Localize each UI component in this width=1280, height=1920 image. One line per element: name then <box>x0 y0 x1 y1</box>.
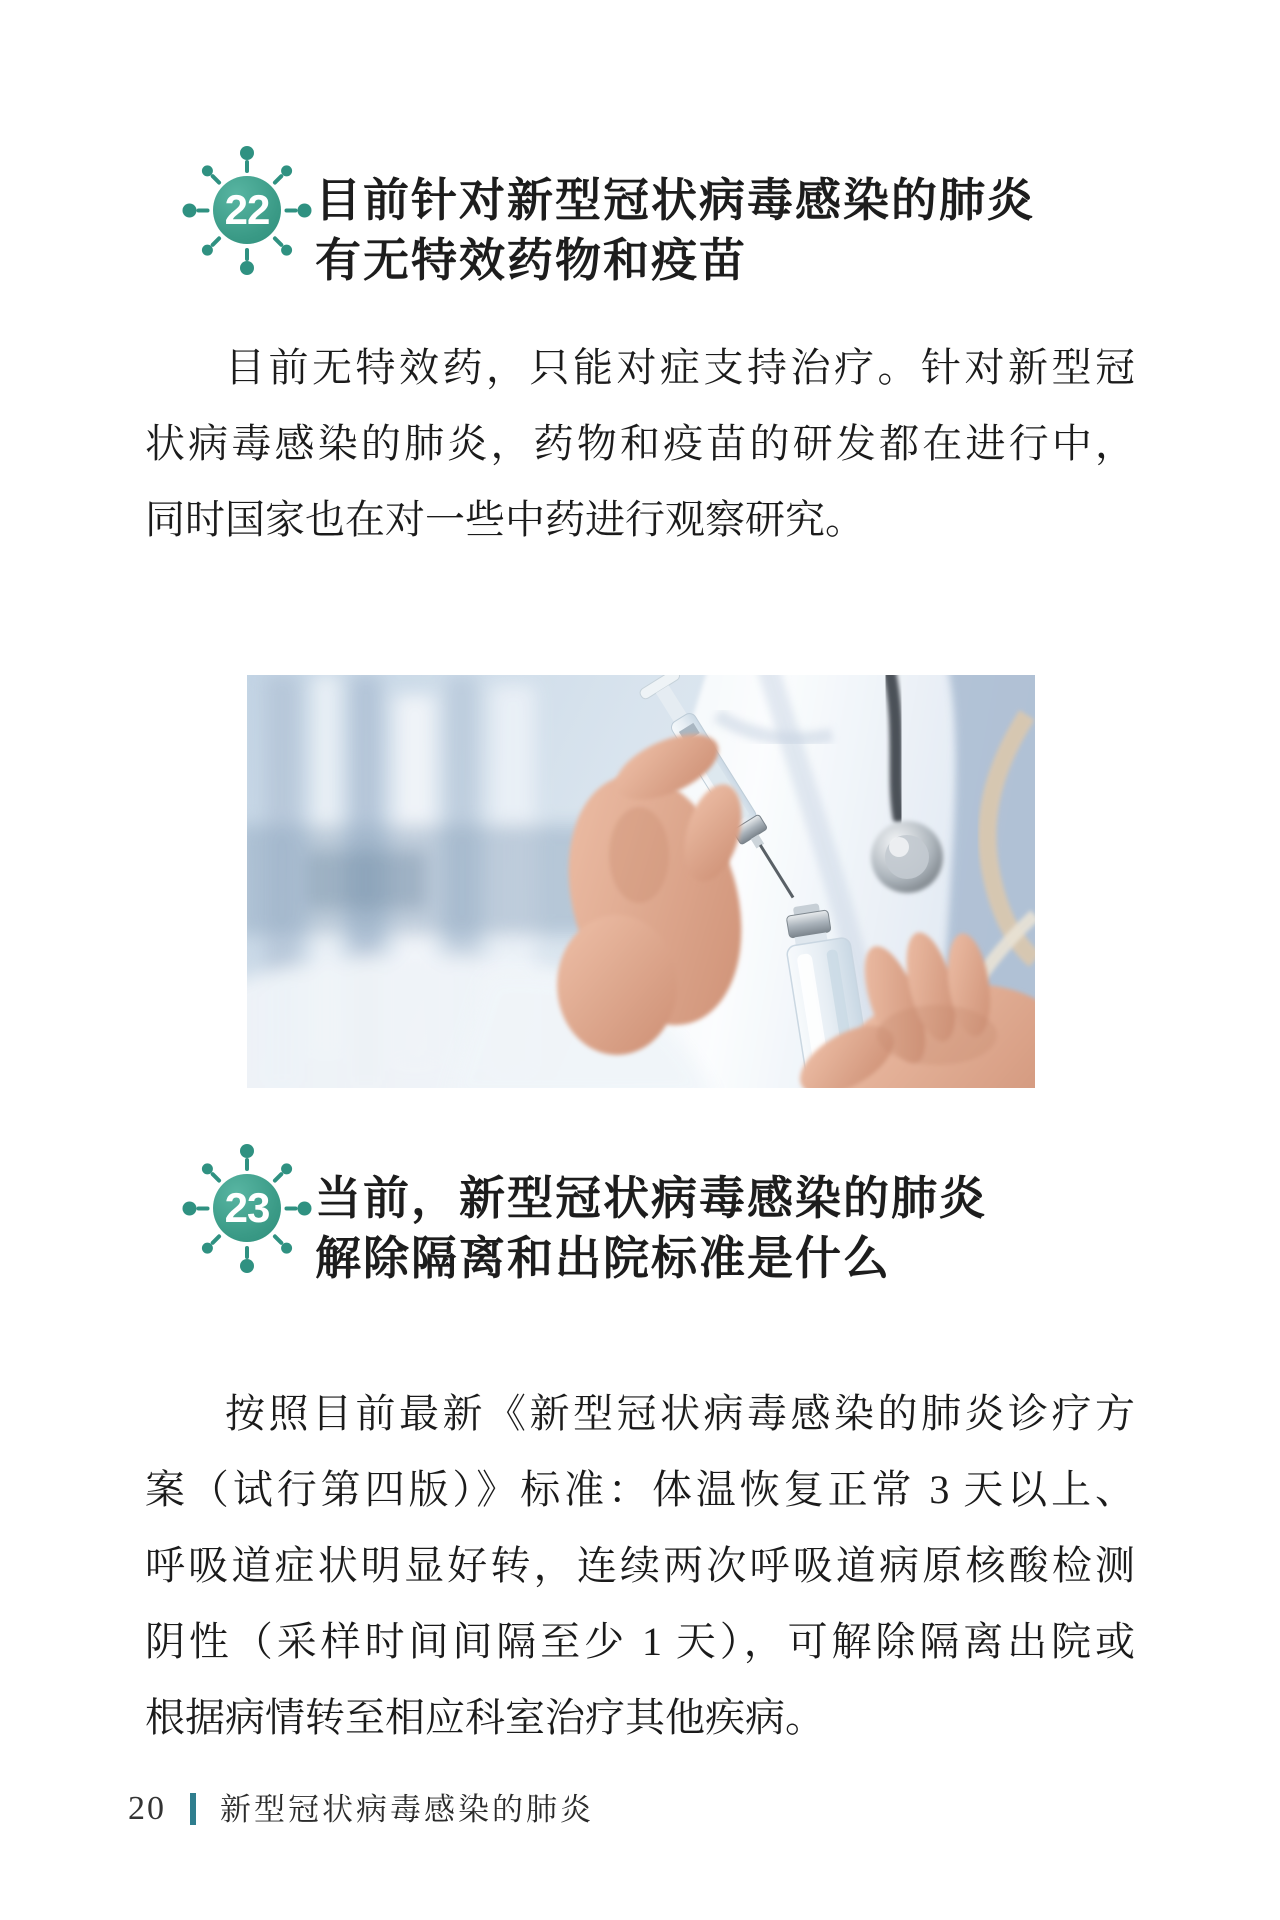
answer-line: 同时国家也在对一些中药进行观察研究。 <box>145 497 865 542</box>
question-23-title <box>315 1168 987 1288</box>
question-title-line-2: 有无特效药物和疫苗 <box>315 234 747 286</box>
virus-spike <box>245 248 249 261</box>
virus-spike <box>245 160 249 173</box>
vaccine-syringe-photo <box>247 675 1035 1088</box>
virus-spike <box>245 1246 249 1259</box>
page-number: 20 <box>128 1790 166 1827</box>
page-footer <box>128 1792 594 1826</box>
question-23-header <box>197 1158 987 1288</box>
answer-22-paragraph <box>145 330 1135 558</box>
answer-line: 目前无特效药，只能对症支持治疗。针对新型冠 <box>225 345 1135 390</box>
answer-line: 根据病情转至相应科室治疗其他疾病。 <box>145 1695 825 1740</box>
virus-icon <box>197 160 297 260</box>
question-number: 23 <box>224 1184 270 1231</box>
virus-spike <box>245 1158 249 1171</box>
virus-icon <box>197 1158 297 1258</box>
answer-23-paragraph <box>145 1376 1135 1756</box>
virus-spike <box>285 1207 298 1211</box>
stethoscope-chestpiece <box>871 821 943 893</box>
vaccine-photo-art <box>247 675 1035 1088</box>
virus-spike <box>197 209 210 213</box>
question-title-line-2: 解除隔离和出院标准是什么 <box>315 1232 891 1284</box>
footer-divider-bar <box>190 1793 196 1825</box>
answer-line: 按照目前最新《新型冠状病毒感染的肺炎诊疗方 <box>225 1391 1135 1436</box>
answer-line: 案（试行第四版）》标准：体温恢复正常 3 天以上、 <box>145 1467 1135 1512</box>
question-22-title <box>315 170 1035 290</box>
virus-spike <box>197 1207 210 1211</box>
answer-line: 呼吸道症状明显好转，连续两次呼吸道病原核酸检测 <box>145 1543 1135 1588</box>
question-22-header <box>197 160 1035 290</box>
answer-line: 阴性（采样时间间隔至少 1 天），可解除隔离出院或 <box>145 1619 1135 1664</box>
question-title-line-1: 当前，新型冠状病毒感染的肺炎 <box>315 1172 987 1224</box>
answer-line: 状病毒感染的肺炎，药物和疫苗的研发都在进行中， <box>145 421 1135 466</box>
question-title-line-1: 目前针对新型冠状病毒感染的肺炎 <box>315 174 1035 226</box>
virus-spike <box>285 209 298 213</box>
question-number: 22 <box>224 186 270 233</box>
book-title: 新型冠状病毒感染的肺炎 <box>220 1791 594 1827</box>
